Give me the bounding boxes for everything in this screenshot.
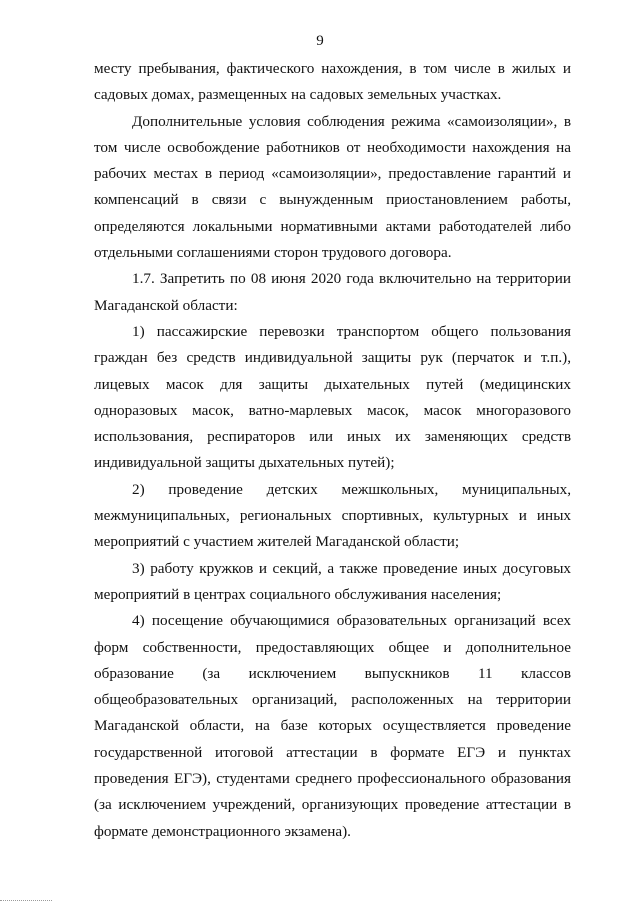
list-item-1-passenger-transport: 1) пассажирские перевозки транспортом общего пользования граждан без средств индивидуальной защиты рук (перчаток и т.п.), лицевых масок для защиты дыхательных путей (медицинских одноразовых масок, ватно-марлевых масок, масок многоразового использования, респираторов или иных их заменяющих средств индивидуальной защиты дыхательных путей); [94, 322, 571, 472]
list-item-4-education: 4) посещение обучающимися образовательных организаций всех форм собственности, предоставляющих общее и дополнительное образование (за исключением выпускников 11 классов общеобразовательных организаций, расположенных на территории Магаданской области, на базе которых осуществляется проведение государственной итоговой аттестации в формате ЕГЭ и пунктах проведения ЕГЭ), студентами среднего профессионального образования (за исключением учреждений, организующих проведение аттестации в формате демонстрационного экзамена). [94, 612, 571, 840]
scan-edge-divider [0, 900, 52, 901]
paragraph-self-isolation-conditions: Дополнительные условия соблюдения режима «самоизоляции», в том числе освобождение работников от необходимости нахождения на рабочих местах в период «самоизоляции», предоставление гарантий и компенсаций в связи с вынужденным приостановлением работы, определяются локальными нормативными актами работодателей либо отдельными соглашениями сторон трудового договора. [94, 112, 571, 262]
paragraph-section-1-7: 1.7. Запретить по 08 июня 2020 года включительно на территории Магаданской области: [94, 270, 571, 314]
list-item-3-clubs: 3) работу кружков и секций, а также проведение иных досуговых мероприятий в центрах социального обслуживания населения; [94, 559, 571, 603]
paragraph-residence-continuation: месту пребывания, фактического нахождения, в том числе в жилых и садовых домах, размещенных на садовых земельных участках. [94, 60, 571, 104]
list-item-2-events: 2) проведение детских межшкольных, муниципальных, межмуниципальных, региональных спортивных, культурных и иных мероприятий с участием жителей Магаданской области; [94, 480, 571, 551]
page-number: 9 [316, 33, 324, 49]
document-body [94, 56, 571, 845]
